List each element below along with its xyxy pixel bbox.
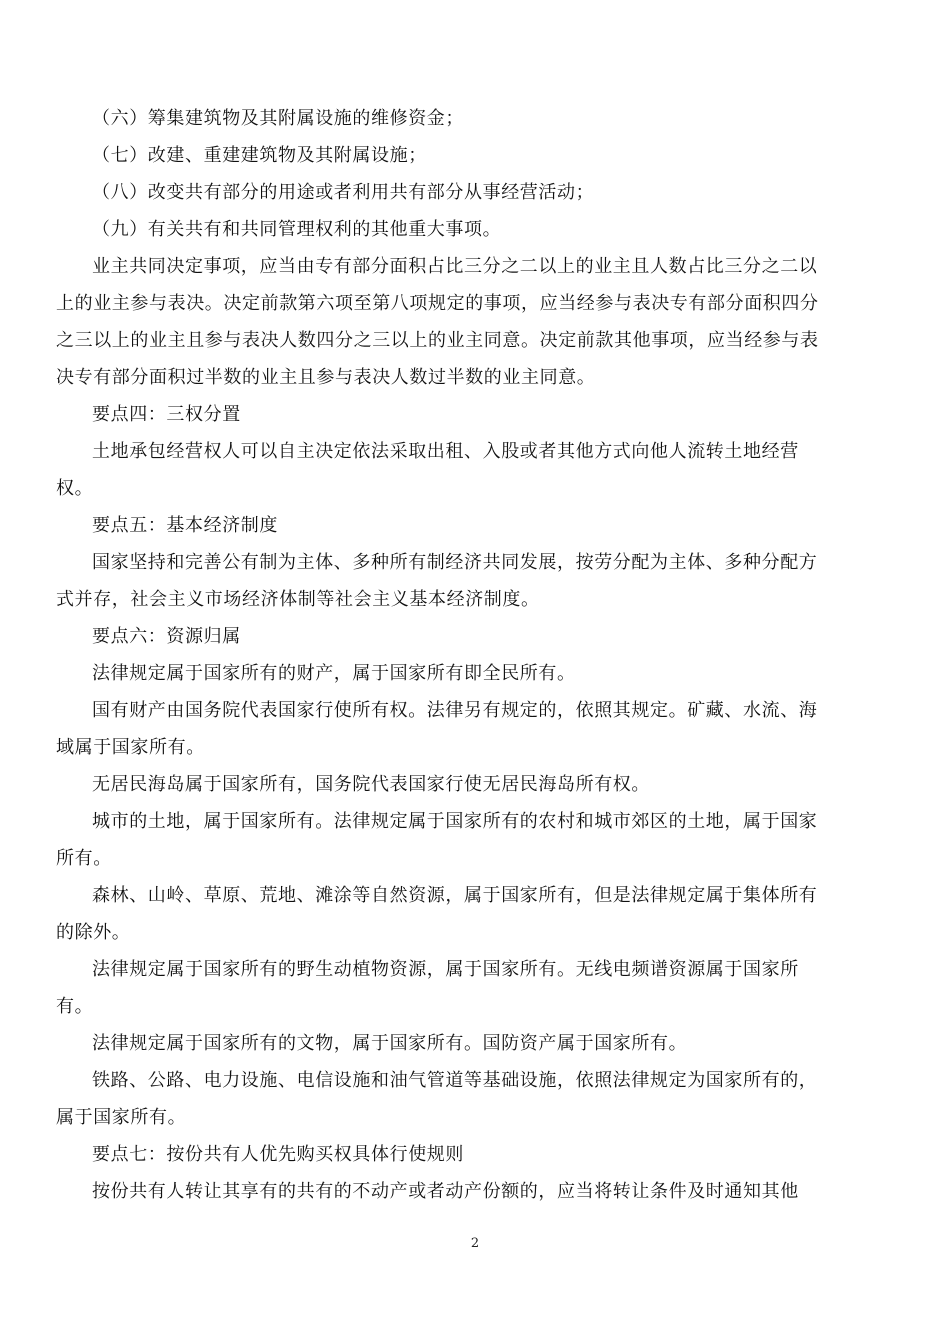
paragraph-infrastructure: 铁路、公路、电力设施、电信设施和油气管道等基础设施，依照法律规定为国家所有的，属于国家所有。 <box>56 1070 818 1128</box>
paragraph-item-9: （九）有关共有和共同管理权利的其他重大事项。 <box>92 219 502 240</box>
paragraph-item-8: （八）改变共有部分的用途或者利用共有部分从事经营活动； <box>92 182 595 203</box>
paragraph-wildlife-spectrum: 法律规定属于国家所有的野生动植物资源，属于国家所有。无线电频谱资源属于国家所有。 <box>56 959 799 1017</box>
paragraph-item-7: （七）改建、重建建筑物及其附属设施； <box>92 145 427 166</box>
paragraph-economic-system: 国家坚持和完善公有制为主体、多种所有制经济共同发展，按劳分配为主体、多种分配方式并存，社会主义市场经济体制等社会主义基本经济制度。 <box>56 552 818 610</box>
paragraph-state-property: 法律规定属于国家所有的财产，属于国家所有即全民所有。 <box>92 663 576 684</box>
paragraph-urban-land: 城市的土地，属于国家所有。法律规定属于国家所有的农村和城市郊区的土地，属于国家所有。 <box>56 811 818 869</box>
paragraph-state-council-ownership: 国有财产由国务院代表国家行使所有权。法律另有规定的，依照其规定。矿藏、水流、海域属于国家所有。 <box>56 700 818 758</box>
section-heading-point-5: 要点五：基本经济制度 <box>92 515 278 536</box>
section-heading-point-7: 要点七：按份共有人优先购买权具体行使规则 <box>92 1144 464 1165</box>
paragraph-cultural-relics: 法律规定属于国家所有的文物，属于国家所有。国防资产属于国家所有。 <box>92 1033 688 1054</box>
paragraph-land-contract: 土地承包经营权人可以自主决定依法采取出租、入股或者其他方式向他人流转土地经营权。 <box>56 441 799 499</box>
section-heading-point-6: 要点六：资源归属 <box>92 626 241 647</box>
section-heading-point-4: 要点四：三权分置 <box>92 404 241 425</box>
document-body <box>0 100 950 1210</box>
paragraph-preemption-right: 按份共有人转让其享有的共有的不动产或者动产份额的，应当将转让条件及时通知其他 <box>92 1181 799 1202</box>
page-number: 2 <box>470 1236 480 1251</box>
paragraph-item-6: （六）筹集建筑物及其附属设施的维修资金； <box>92 108 464 129</box>
paragraph-natural-resources: 森林、山岭、草原、荒地、滩涂等自然资源，属于国家所有，但是法律规定属于集体所有的除外。 <box>56 885 818 943</box>
paragraph-islands: 无居民海岛属于国家所有，国务院代表国家行使无居民海岛所有权。 <box>92 774 650 795</box>
paragraph-voting-rules: 业主共同决定事项，应当由专有部分面积占比三分之二以上的业主且人数占比三分之二以上的业主参与表决。决定前款第六项至第八项规定的事项，应当经参与表决专有部分面积四分之三以上的业主且参与表决人数四分之三以上的业主同意。决定前款其他事项，应当经参与表决专有部分面积过半数的业主且参与表决人数过半数的业主同意。 <box>56 256 819 388</box>
